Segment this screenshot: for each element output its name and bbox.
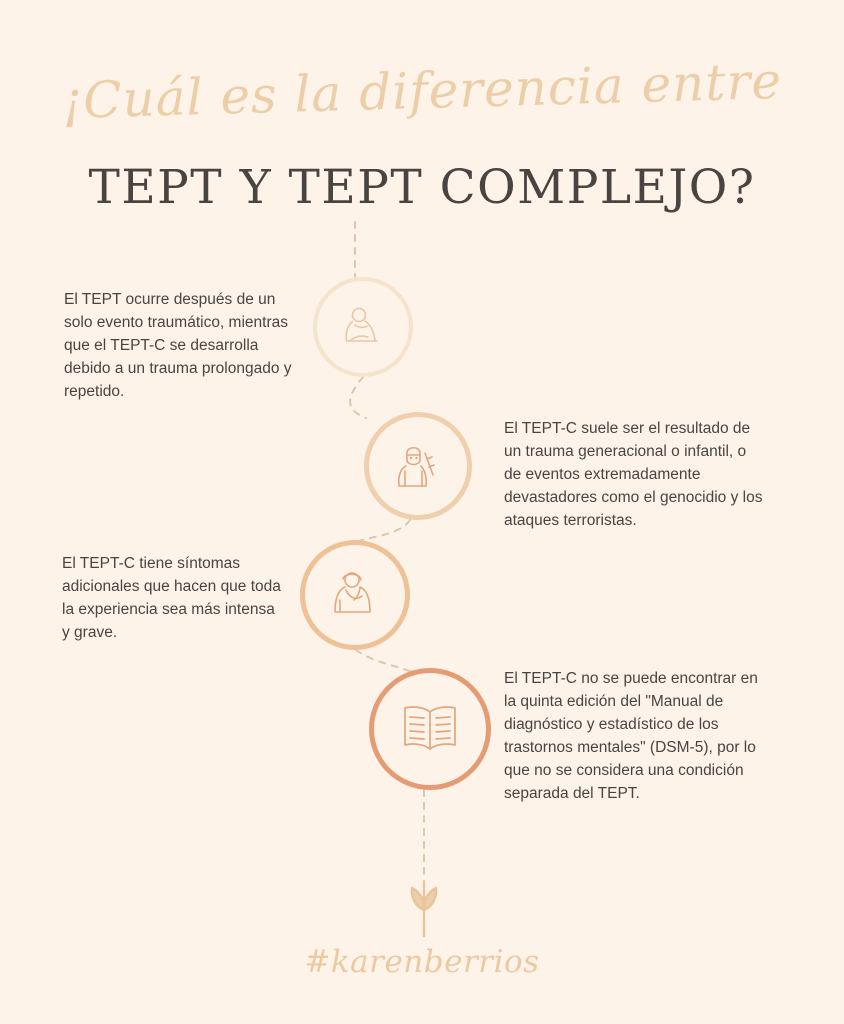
- wheat-sprig-icon: [394, 876, 454, 938]
- node-text-1: El TEPT ocurre después de un solo evento traumático, mientras que el TEPT-C se desarrolla debido a un trauma prolongado y repetido.: [64, 291, 292, 400]
- node-circle-4: [369, 668, 491, 790]
- node-text-2: El TEPT-C suele ser el resultado de un trauma generacional o infantil, o de eventos extremadamente devastadores como el genocidio y los ataques terroristas.: [504, 420, 763, 529]
- page-title-main: TEPT Y TEPT COMPLEJO?: [88, 160, 756, 215]
- node-text-4: El TEPT-C no se puede encontrar en la quinta edición del "Manual de diagnóstico y estadístico de los trastornos mentales" (DSM-5), por lo que no se considera una condición separada del TEPT.: [504, 670, 758, 802]
- node-text-3: El TEPT-C tiene síntomas adicionales que hacen que toda la experiencia sea más intensa y grave.: [62, 555, 281, 641]
- page-title-script: ¡Cuál es la diferencia entre: [61, 51, 783, 131]
- node-circle-3: [300, 540, 410, 650]
- node-circle-2: [364, 412, 472, 520]
- node-circle-1: [313, 277, 413, 377]
- person-sitting-head-down-icon: [337, 301, 389, 353]
- open-book-icon: [397, 700, 463, 758]
- person-holding-chest-icon: [326, 566, 384, 624]
- social-handle: #karenberrios: [304, 944, 540, 980]
- soldier-with-rifle-icon: [389, 437, 447, 495]
